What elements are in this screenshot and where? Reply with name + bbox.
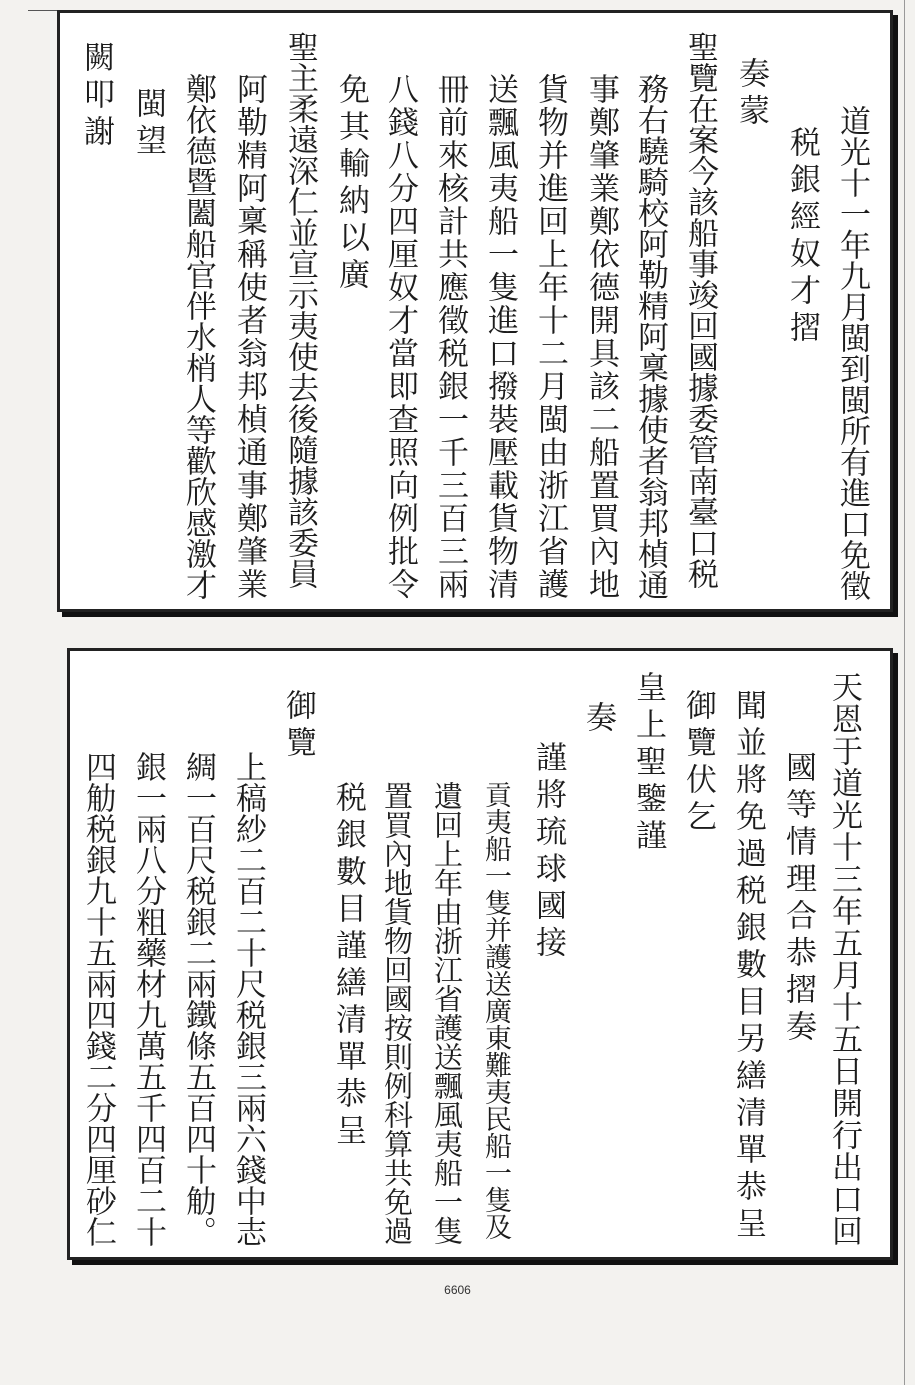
text-column: 税銀經奴才摺 (784, 126, 820, 348)
text-column: 闕叩謝 (78, 41, 114, 152)
text-column: 貢夷船一隻并護送廣東難夷民船一隻及 (480, 781, 511, 1240)
text-column: 阿勒精阿稟稱使者翁邦楨通事鄭肇業 (231, 73, 267, 601)
bottom-document-panel (67, 648, 893, 1260)
text-column: 道光十一年九月閩到閩所有進口免徵 (834, 105, 870, 601)
text-column: 閩望 (130, 87, 166, 161)
text-column: 遺回上年由浙江省護送飄風夷船一隻 (430, 781, 464, 1245)
text-column: 八錢八分四厘奴才當即查照向例批令 (382, 73, 418, 601)
text-column: 務右驍騎校阿勒精阿稟據使者翁邦楨通 (632, 73, 668, 600)
page-number: 6606 (444, 1283, 471, 1297)
text-column: 貨物并進回上年十二月閩由浙江省護 (532, 73, 568, 601)
text-column: 免其輸納以廣 (333, 73, 369, 295)
text-column: 聞並將免過税銀數目另繕清單恭呈 (730, 689, 766, 1244)
top-document-panel (57, 10, 893, 612)
text-column: 上稿紗二百二十尺税銀三兩六錢中志 (230, 751, 266, 1247)
text-column: 銀一兩八分粗藥材九萬五千四百二十 (130, 751, 166, 1247)
page-top-rule (28, 10, 58, 11)
text-column: 冊前來核計共應徵税銀一千三百三兩 (432, 73, 468, 601)
text-column: 綢一百尺税銀二兩鐵條五百四十觔。 (180, 751, 216, 1247)
text-column: 税銀數目謹繕清單恭呈 (330, 781, 366, 1151)
text-column: 奏 (580, 701, 616, 738)
text-column: 御覽伏乞 (680, 689, 716, 837)
text-column: 奏蒙 (733, 57, 769, 131)
text-column: 聖主柔遠深仁並宣示夷使去後隨據該委員 (282, 31, 318, 589)
text-column: 天恩于道光十三年五月十五日開行出口回 (826, 671, 862, 1247)
text-column: 送飄風夷船一隻進口撥裝壓載貨物清 (482, 73, 518, 601)
text-column: 聖覽在案今該船事竣回國據委管南臺口税 (682, 31, 718, 589)
text-column: 皇上聖鑒謹 (630, 671, 666, 856)
text-column: 謹將琉球國接 (530, 741, 566, 963)
text-column: 御覽 (280, 689, 316, 763)
page-right-edge (904, 0, 905, 1385)
text-column: 國等情理合恭摺奏 (780, 751, 816, 1047)
text-column: 置買內地貨物回國按則例科算共免過 (380, 781, 414, 1245)
text-column: 四觔税銀九十五兩四錢二分四厘砂仁 (80, 751, 116, 1247)
text-column: 事鄭肇業鄭依德開具該二船置買內地 (583, 73, 619, 601)
text-column: 鄭依德暨闔船官伴水梢人等歡欣感激才 (180, 73, 216, 600)
